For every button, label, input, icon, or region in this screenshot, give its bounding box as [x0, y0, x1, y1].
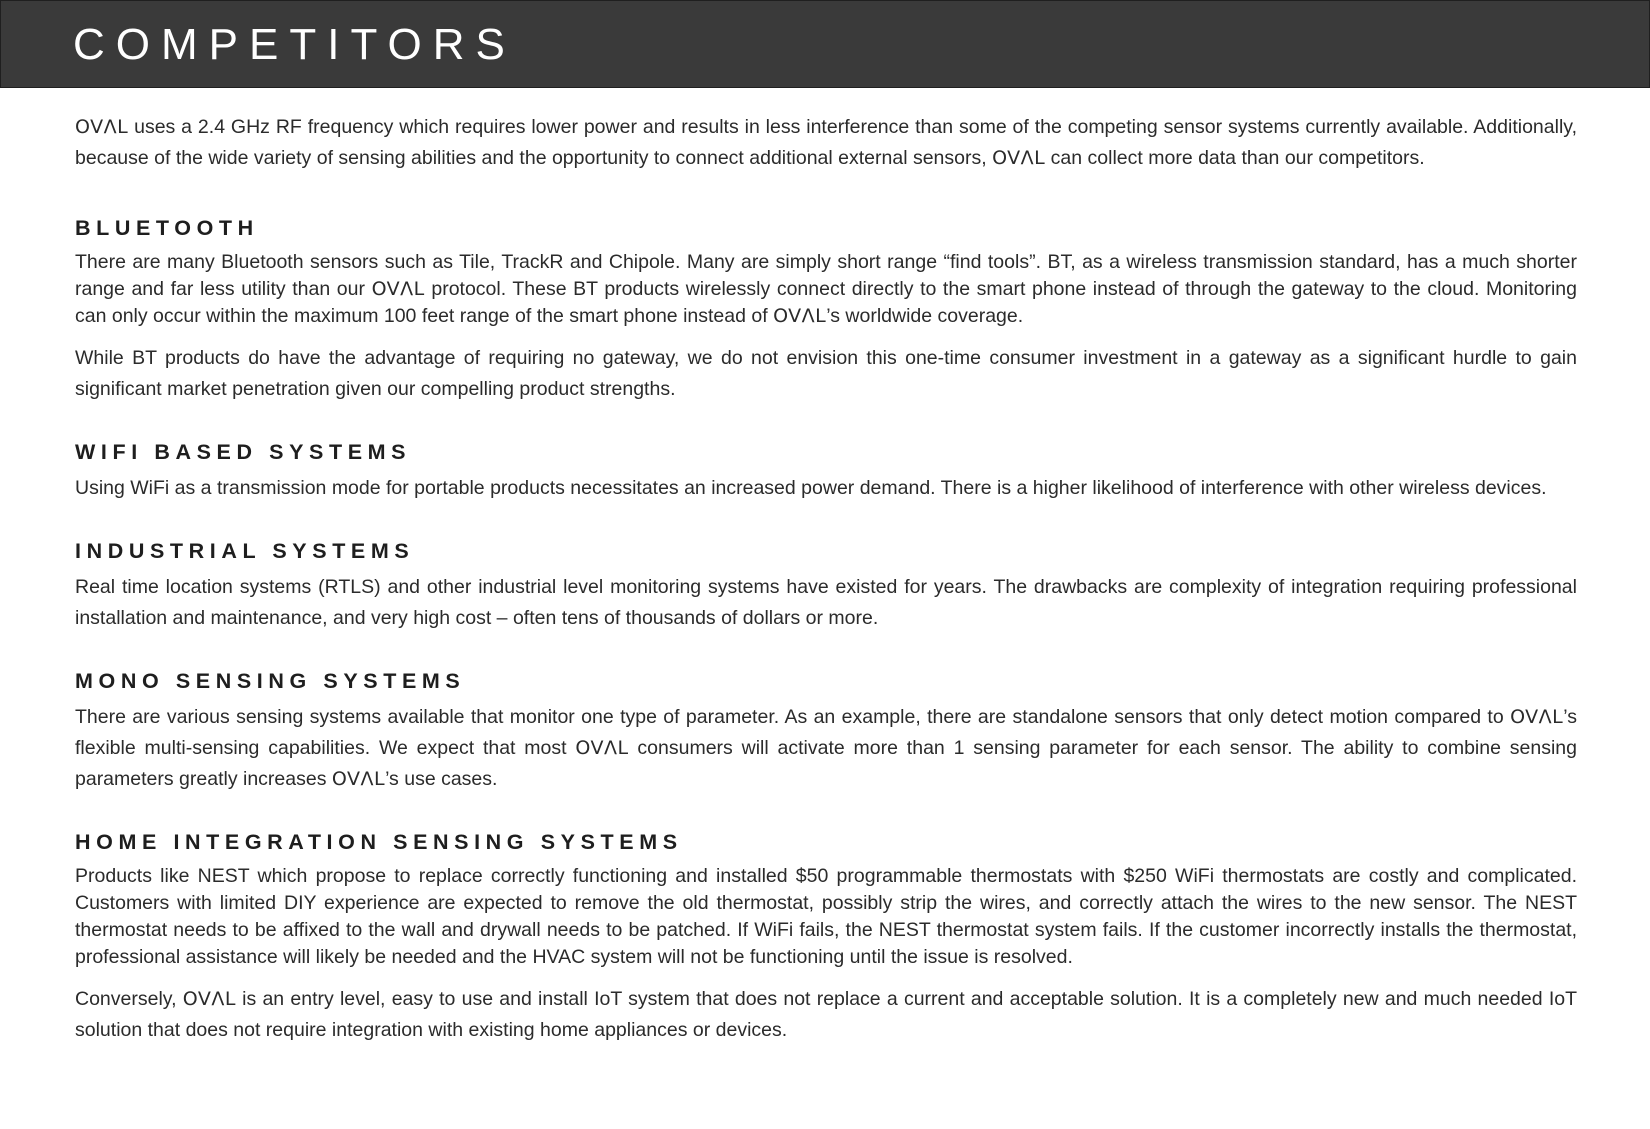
bluetooth-text: There are many Bluetooth sensors such as Tile, TrackR and Chipole. Many are simply short range “find tools”. BT, as a wireless transmission standard, has a much shorter range and far less utility than our — [75, 251, 1577, 300]
home-paragraph-1: Products like NEST which propose to replace correctly functioning and installed $50 programmable thermostats with $250 WiFi thermostats are costly and complicated. Customers with limited DIY experience are expected to remove the old thermostat, possibly strip the wires, and correctly attach the wires to the new sensor. The NEST thermostat needs to be affixed to the wall and drywall needs to be patched. If WiFi fails, the NEST thermostat system fails. If the customer incorrectly installs the thermostat, professional assistance will likely be needed and the HVAC system will not be functioning until the issue is resolved. — [75, 865, 1577, 968]
section-heading-wifi: WIFI BASED SYSTEMS — [75, 440, 412, 464]
section-heading-industrial: INDUSTRIAL SYSTEMS — [75, 539, 415, 563]
intro-paragraph — [75, 112, 1577, 174]
bluetooth-text: ’s worldwide coverage. — [826, 305, 1024, 327]
wifi-paragraph: Using WiFi as a transmission mode for portable products necessitates an increased power demand. There is a higher likelihood of interference with other wireless devices. — [75, 477, 1547, 499]
intro-text: can collect more data than our competitors. — [1045, 147, 1425, 169]
brand-name: OVΛL — [575, 737, 629, 759]
bluetooth-text: protocol. These BT products wirelessly connect directly to the smart phone instead of through the gateway to the cloud. Monitoring can only occur within the maximum 100 feet range of the smart phone instead of — [75, 278, 1577, 327]
intro-text: uses a 2.4 GHz RF frequency which requires lower power and results in less interference than some of the competing sensor systems currently available. Additionally, because of the wide variety of sensing abilities and the opportunity to connect additional external sensors, — [75, 116, 1577, 169]
brand-name: OVΛL — [331, 768, 386, 790]
brand-name: OVΛL — [992, 147, 1046, 169]
page-title: COMPETITORS — [73, 20, 516, 69]
mono-text: consumers will activate more than 1 sensing parameter for each sensor. The ability to combine sensing parameters greatly increases — [75, 737, 1577, 790]
brand-name: OVΛL — [773, 305, 827, 327]
document-body — [75, 112, 1577, 1046]
home-text: Conversely, — [75, 988, 183, 1010]
bluetooth-paragraph-2: While BT products do have the advantage of requiring no gateway, we do not envision this one-time consumer investment in a gateway as a significant hurdle to gain significant market penetration given our compelling product strengths. — [75, 347, 1577, 400]
brand-name: OVΛL — [182, 988, 236, 1010]
mono-text: ’s use cases. — [385, 768, 498, 790]
header-bar — [0, 0, 1650, 88]
bluetooth-paragraph-1 — [75, 249, 1577, 330]
mono-text: ’s flexible multi-sensing capabilities. We expect that most — [75, 706, 1577, 759]
section-heading-bluetooth: BLUETOOTH — [75, 216, 259, 240]
mono-paragraph — [75, 702, 1577, 795]
mono-text: There are various sensing systems available that monitor one type of parameter. As an example, there are standalone sensors that only detect motion compared to — [75, 706, 1511, 728]
brand-name: OVΛL — [1510, 706, 1564, 728]
home-text: is an entry level, easy to use and install IoT system that does not replace a current and acceptable solution. It is a completely new and much needed IoT solution that does not require integration with existing home appliances or devices. — [75, 988, 1577, 1041]
home-paragraph-2 — [75, 984, 1577, 1046]
section-heading-home: HOME INTEGRATION SENSING SYSTEMS — [75, 830, 683, 854]
brand-name: OVΛL — [75, 116, 129, 138]
brand-name: OVΛL — [371, 278, 425, 300]
industrial-paragraph: Real time location systems (RTLS) and other industrial level monitoring systems have existed for years. The drawbacks are complexity of integration requiring professional installation and maintenance, and very high cost – often tens of thousands of dollars or more. — [75, 576, 1577, 629]
section-heading-mono: MONO SENSING SYSTEMS — [75, 669, 466, 693]
